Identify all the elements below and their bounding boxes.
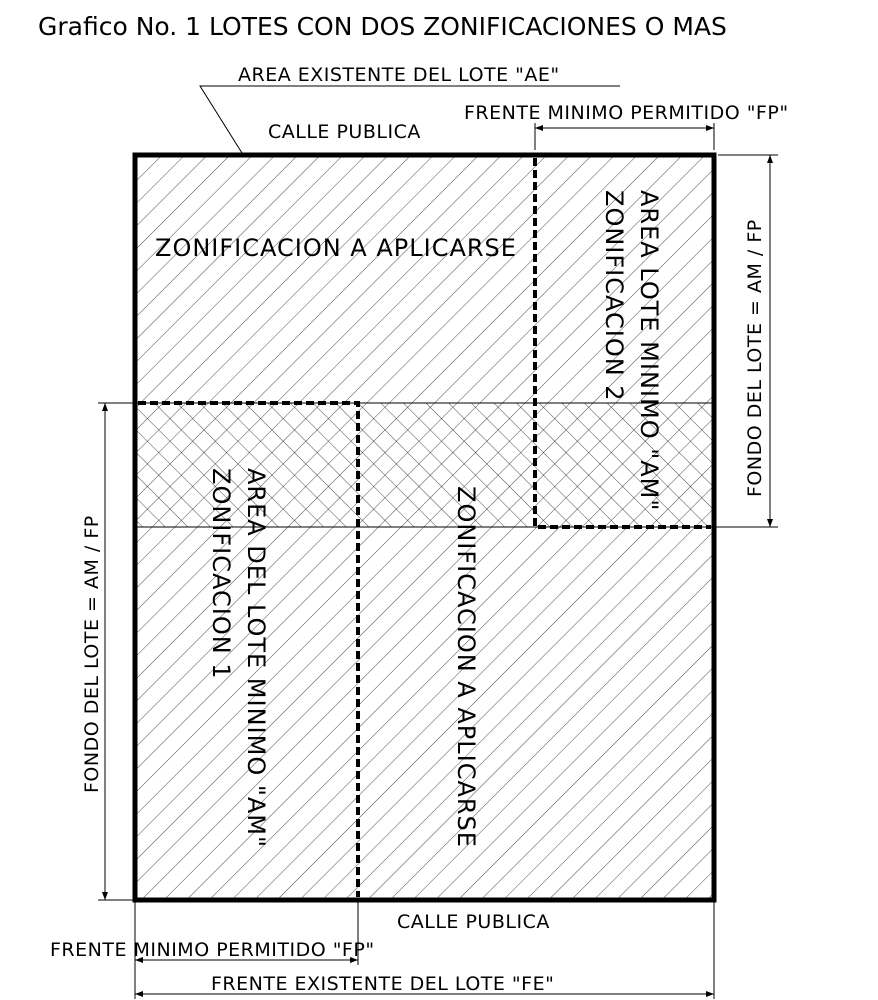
zonificacion-top-label: ZONIFICACION A APLICARSE bbox=[155, 234, 517, 262]
calle-publica-top: CALLE PUBLICA bbox=[268, 121, 421, 143]
area-lote-minimo-2-label: AREA LOTE MINIMO "AM" bbox=[635, 190, 663, 512]
arrow-right-icon bbox=[706, 125, 714, 131]
fondo-right-label: FONDO DEL LOTE = AM / FP bbox=[744, 219, 766, 497]
arrow-right-icon bbox=[706, 991, 714, 997]
frente-existente-label: FRENTE EXISTENTE DEL LOTE "FE" bbox=[211, 973, 555, 995]
zonificacion-vertical-label: ZONIFICACION A APLICARSE bbox=[452, 486, 480, 848]
fondo-left-label: FONDO DEL LOTE = AM / FP bbox=[81, 515, 103, 793]
area-existente-label: AREA EXISTENTE DEL LOTE "AE" bbox=[238, 64, 560, 86]
frente-minimo-bottom-label: FRENTE MINIMO PERMITIDO "FP" bbox=[50, 939, 375, 961]
area-lote-minimo-1-label: AREA DEL LOTE MINIMO "AM" bbox=[242, 468, 270, 849]
arrow-up-icon bbox=[767, 155, 773, 163]
zonificacion-2-label: ZONIFICACION 2 bbox=[600, 190, 628, 402]
calle-publica-bottom: CALLE PUBLICA bbox=[397, 911, 550, 933]
zonificacion-1-label: ZONIFICACION 1 bbox=[207, 468, 235, 680]
arrow-left-icon bbox=[135, 991, 143, 997]
arrow-up-icon bbox=[102, 403, 108, 411]
arrow-down-icon bbox=[102, 892, 108, 900]
arrow-left-icon bbox=[535, 125, 543, 131]
arrow-down-icon bbox=[767, 519, 773, 527]
frente-minimo-top-label: FRENTE MINIMO PERMITIDO "FP" bbox=[464, 102, 789, 124]
diagram-title: Grafico No. 1 LOTES CON DOS ZONIFICACIONES O MAS bbox=[38, 12, 727, 41]
